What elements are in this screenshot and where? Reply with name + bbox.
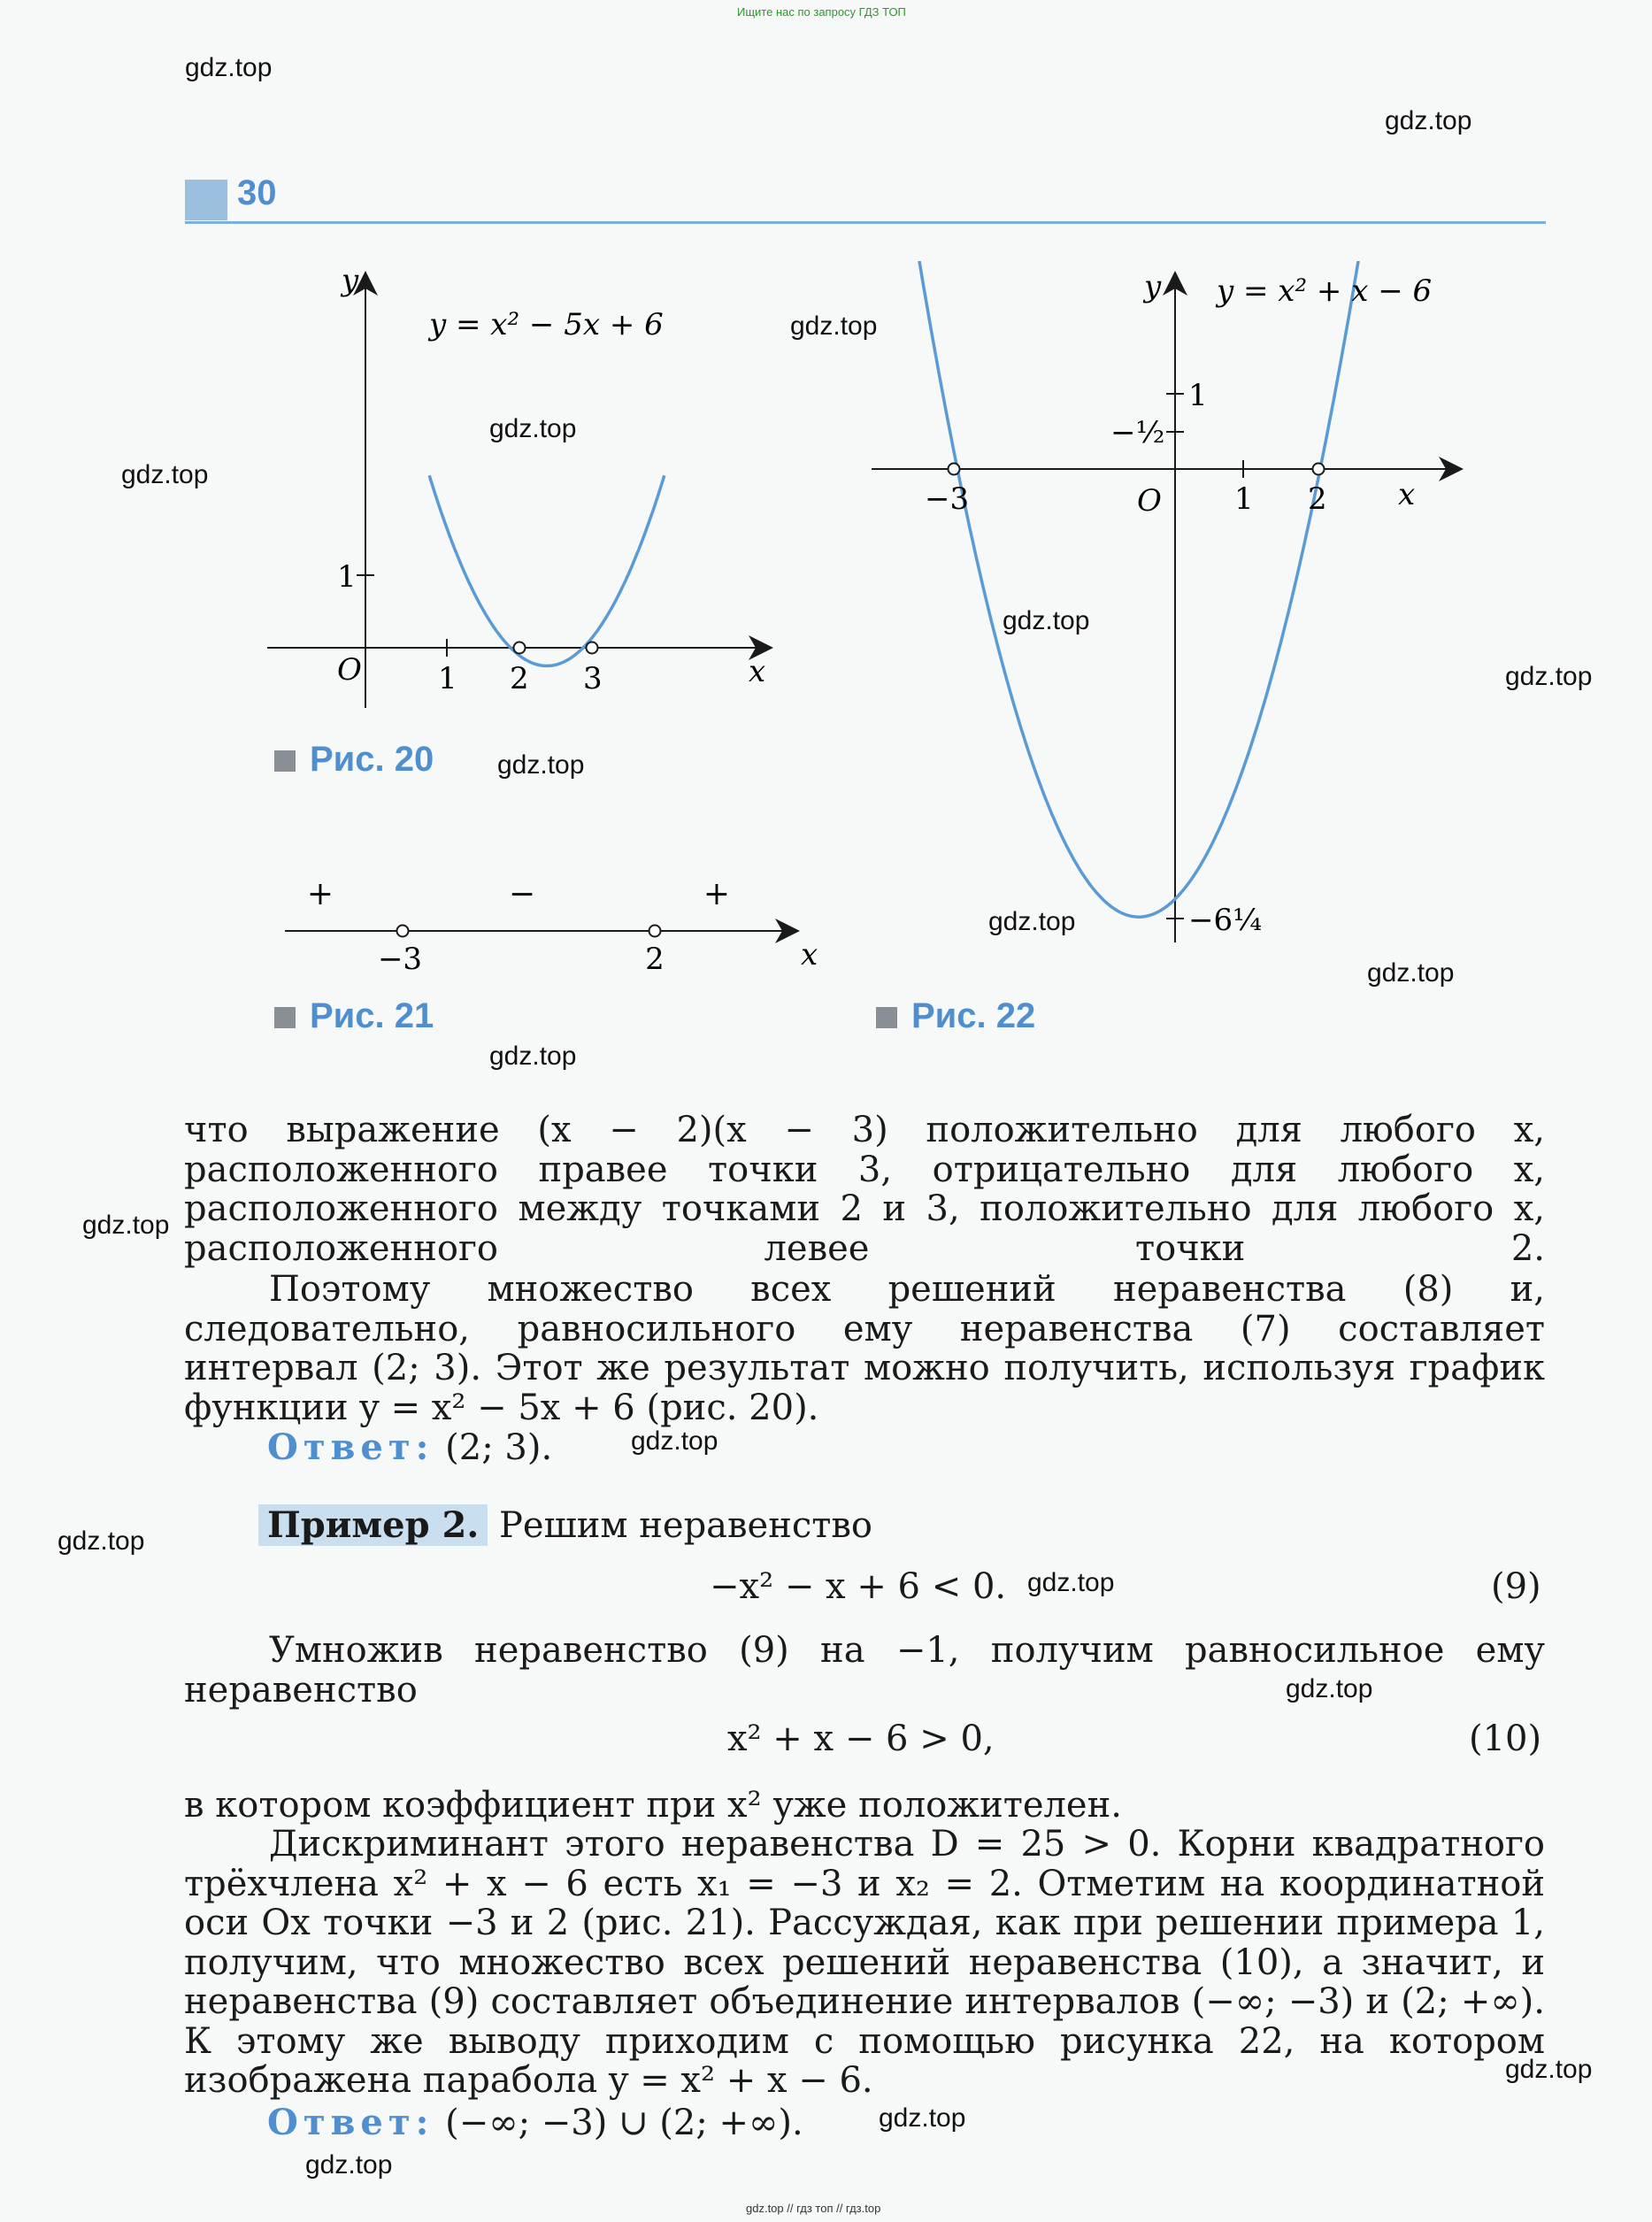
- point-label: 2: [645, 942, 665, 977]
- sign-minus: −: [508, 876, 536, 912]
- watermark: gdz.top: [1367, 958, 1455, 988]
- watermark: gdz.top: [58, 1526, 145, 1556]
- y-tick-label: 1: [1188, 378, 1208, 413]
- page-number: 30: [237, 173, 277, 212]
- caption-text: Рис. 20: [310, 740, 434, 779]
- y-axis-label: y: [342, 265, 359, 298]
- watermark: gdz.top: [121, 460, 209, 489]
- header-rule: [185, 221, 1546, 224]
- caption-text: Рис. 22: [911, 996, 1036, 1035]
- figure-21: [265, 876, 832, 982]
- watermark: gdz.top: [1027, 1568, 1115, 1597]
- paragraph-4: в котором коэффициент при x² уже положителен.: [184, 1785, 1122, 1826]
- x-tick-label: 2: [1308, 481, 1327, 517]
- answer-2: [267, 2102, 803, 2143]
- top-banner: Ищите нас по запросу ГДЗ ТОП: [737, 5, 906, 19]
- watermark: gdz.top: [1003, 606, 1090, 635]
- y-tick-label: 1: [337, 559, 357, 595]
- y-tick-label: −½: [1110, 415, 1165, 450]
- origin-label: O: [337, 652, 362, 688]
- fig21-caption: [274, 996, 434, 1036]
- root-point: [949, 464, 960, 475]
- watermark: gdz.top: [82, 1211, 170, 1240]
- watermark: gdz.top: [489, 414, 577, 443]
- answer-label: Ответ:: [267, 2102, 434, 2143]
- watermark: gdz.top: [879, 2103, 966, 2133]
- point-label: −3: [377, 942, 423, 977]
- parabola-curve: [429, 475, 665, 665]
- answer-value: (2; 3).: [445, 1427, 553, 1468]
- x-tick-label: 2: [510, 661, 529, 696]
- watermark: gdz.top: [1286, 1674, 1373, 1703]
- equation-9-number: (9): [1491, 1566, 1541, 1607]
- footer-banner: gdz.top // гдз топ // гдз.top: [746, 2202, 881, 2215]
- caption-marker: [876, 1007, 897, 1028]
- fig20-caption: [274, 740, 434, 780]
- equation-10-number: (10): [1469, 1718, 1542, 1759]
- watermark: gdz.top: [631, 1426, 718, 1456]
- watermark: gdz.top: [489, 1042, 577, 1071]
- caption-marker: [274, 1007, 296, 1028]
- x-tick-label: 3: [583, 661, 603, 696]
- x-axis-label: x: [749, 654, 766, 689]
- fig22-formula: y = x² + x − 6: [1217, 273, 1433, 309]
- watermark: gdz.top: [790, 311, 878, 341]
- paragraph-2: Поэтому множество всех решений неравенства (8) и, следовательно, равносильного ему неравенства (7) составляет интервал (2; 3). Этот же результат можно получить, используя график функции y = x² − 5x + 6 (рис. 20).: [184, 1269, 1545, 1428]
- example-2: [258, 1504, 872, 1546]
- watermark: gdz.top: [497, 750, 585, 780]
- equation-10: x² + x − 6 > 0,: [727, 1718, 995, 1759]
- caption-text: Рис. 21: [310, 996, 434, 1035]
- example-label: Пример 2.: [258, 1504, 488, 1546]
- y-tick-label: −6¼: [1188, 903, 1263, 938]
- root-point: [587, 642, 598, 654]
- answer-label: Ответ:: [267, 1426, 434, 1468]
- origin-label: O: [1137, 483, 1162, 519]
- watermark: gdz.top: [1505, 2055, 1593, 2084]
- point-minus3: [397, 926, 409, 937]
- paragraph-1: что выражение (x − 2)(x − 3) положительно для любого x, расположенного правее точки 3, отрицательно для любого x, расположенного между точками 2 и 3, положительно для любого x, расположенного левее точки 2.: [184, 1110, 1545, 1269]
- watermark: gdz.top: [185, 53, 273, 82]
- paragraph-3: Умножив неравенство (9) на −1, получим равносильное ему неравенство: [184, 1630, 1545, 1711]
- watermark: gdz.top: [1385, 106, 1472, 135]
- x-tick-label: 1: [438, 661, 457, 696]
- fig20-formula: y = x² − 5x + 6: [429, 307, 664, 342]
- root-point: [514, 642, 526, 654]
- fig22-caption: [876, 996, 1035, 1036]
- watermark: gdz.top: [305, 2150, 393, 2180]
- caption-marker: [274, 750, 296, 772]
- y-axis-label: y: [1144, 269, 1162, 304]
- figure-22: [863, 261, 1482, 969]
- sign-plus: +: [306, 876, 334, 912]
- x-tick-label: −3: [925, 481, 970, 517]
- figure-20: [257, 265, 805, 726]
- sign-plus: +: [703, 876, 731, 912]
- example-text: Решим неравенство: [498, 1505, 873, 1546]
- watermark: gdz.top: [988, 907, 1076, 936]
- paragraph-5: Дискриминант этого неравенства D = 25 > 0. Корни квадратного трёхчлена x² + x − 6 есть x₁ = −3 и x₂ = 2. Отметим на координатной оси Ox точки −3 и 2 (рис. 21). Рассуждая, как при решении примера 1, получим, что множество всех решений неравенства (10), а значит, и неравенства (9) составляет объединение интервалов (−∞; −3) и (2; +∞). К этому же выводу приходим с помощью рисунка 22, на котором изображена парабола y = x² + x − 6.: [184, 1824, 1545, 2101]
- root-point: [1313, 464, 1325, 475]
- x-tick-label: 1: [1234, 481, 1254, 517]
- answer-1: [267, 1426, 552, 1468]
- point-2: [649, 926, 661, 937]
- parabola-curve: [912, 261, 1364, 917]
- x-axis-label: x: [801, 937, 818, 973]
- x-axis-label: x: [1398, 477, 1416, 512]
- watermark: gdz.top: [1505, 662, 1593, 691]
- equation-9: −x² − x + 6 < 0.: [710, 1566, 1007, 1607]
- answer-value: (−∞; −3) ∪ (2; +∞).: [445, 2103, 803, 2143]
- page-number-marker: [185, 180, 227, 220]
